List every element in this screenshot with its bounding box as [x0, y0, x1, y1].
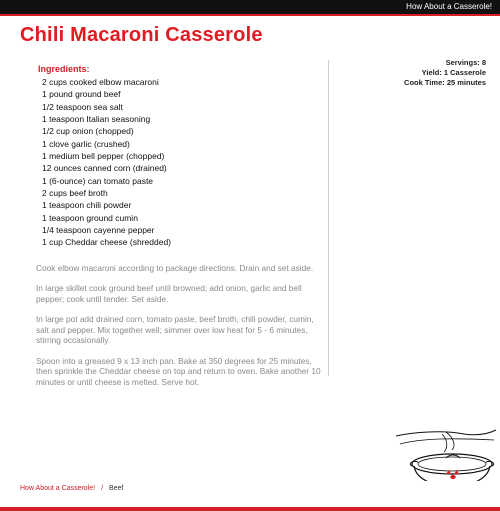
recipe-title: Chili Macaroni Casserole: [20, 24, 263, 46]
yield: Yield: 1 Casserole: [421, 68, 486, 77]
ingredient-item: 1 clove garlic (crushed): [42, 138, 130, 149]
direction-step: Cook elbow macaroni according to package directions. Drain and set aside.: [36, 262, 314, 273]
directions: [36, 263, 328, 388]
breadcrumb-separator: /: [101, 485, 104, 492]
top-bar: [0, 0, 500, 16]
ingredient-item: 1 cup Cheddar cheese (shredded): [42, 237, 171, 248]
ingredient-item: 1/2 teaspoon sea salt: [42, 101, 123, 112]
breadcrumb: [20, 485, 123, 492]
ingredient-item: 1 teaspoon Italian seasoning: [42, 114, 151, 125]
cook-time: Cook Time: 25 minutes: [404, 78, 486, 87]
breadcrumb-current: Beef: [108, 485, 124, 492]
site-link[interactable]: How About a Casserole!: [406, 2, 492, 11]
recipe-meta: [404, 58, 486, 88]
direction-step: In large pot add drained corn, tomato paste, beef broth, chili powder, cumin, salt and pepper. Mix together well; simmer over low heat for 5 - 6 minutes, stirring occasionally.: [36, 314, 314, 346]
direction-step: In large skillet cook ground beef until browned; add onion, garlic and bell pepper; cook until tender. Set aside.: [36, 283, 302, 304]
ingredient-item: 2 cups cooked elbow macaroni: [42, 77, 159, 87]
ingredient-item: 1/4 teaspoon cayenne pepper: [42, 225, 155, 236]
direction-step: Spoon into a greased 9 x 13 inch pan. Bake at 350 degrees for 25 minutes, then sprinkle the Cheddar cheese on top and return to oven. Bake another 10 minutes or until cheese is melted. Serve hot.: [36, 355, 321, 387]
ingredient-item: 2 cups beef broth: [42, 188, 108, 199]
ingredient-item: 1 teaspoon ground cumin: [42, 212, 138, 223]
ingredient-item: 1 medium bell pepper (chopped): [42, 151, 165, 162]
ingredient-item: 1/2 cup onion (chopped): [42, 126, 134, 137]
ingredient-item: 1 teaspoon chili powder: [42, 200, 132, 211]
ingredients-list: [36, 76, 328, 249]
ingredient-item: 1 pound ground beef: [42, 89, 121, 100]
ingredient-item: 1 (6-ounce) can tomato paste: [42, 175, 154, 186]
ingredient-item: 12 ounces canned corn (drained): [42, 163, 167, 174]
servings: Servings: 8: [445, 58, 486, 67]
recipe-content: [36, 60, 329, 387]
ingredients-heading: Ingredients:: [38, 64, 90, 74]
breadcrumb-home-link[interactable]: How About a Casserole!: [20, 485, 96, 492]
